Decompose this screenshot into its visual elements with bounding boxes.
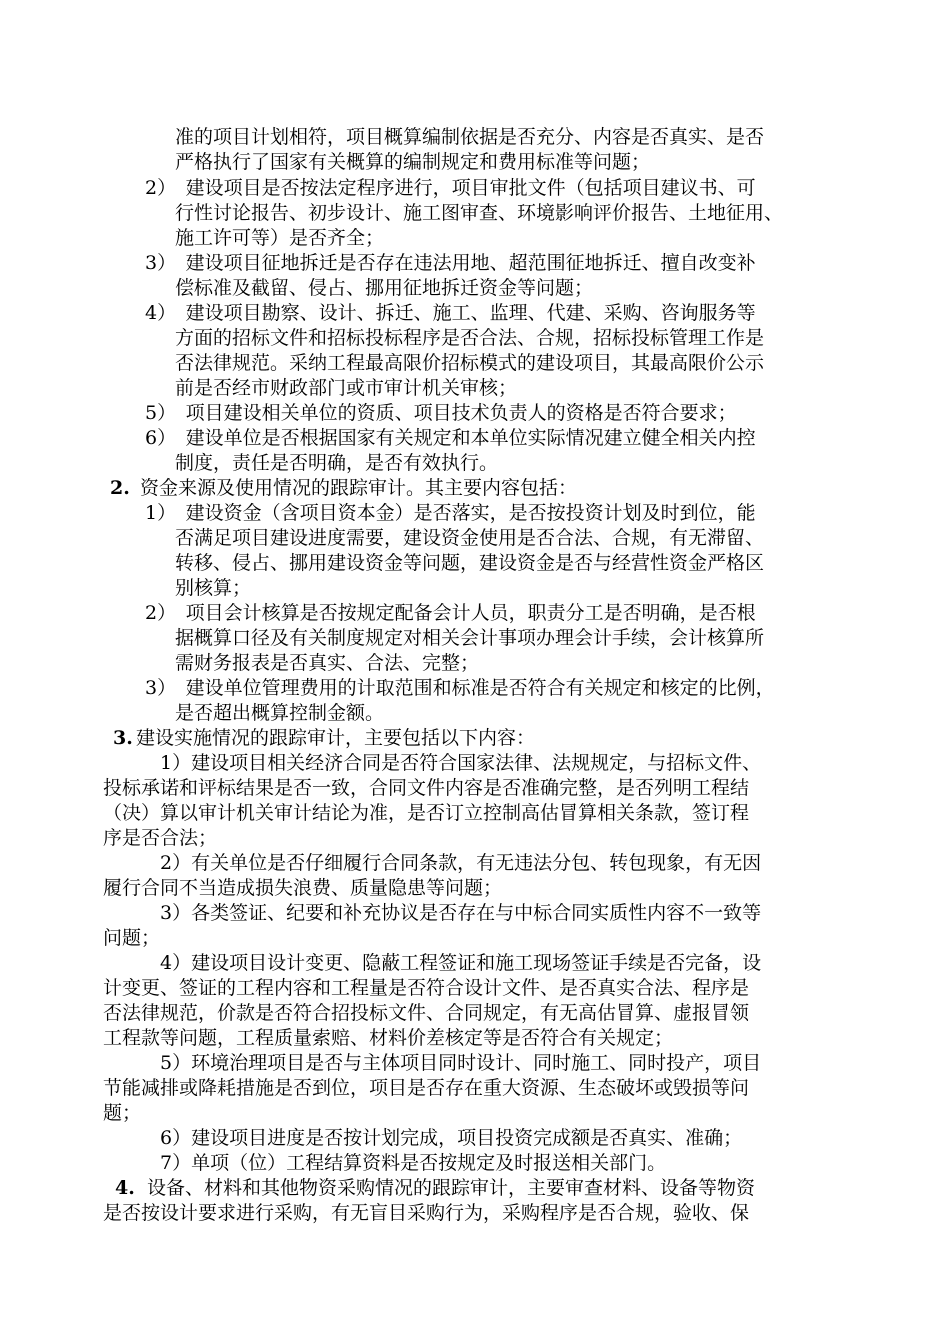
text-line: 是否按设计要求进行采购，有无盲目采购行为，采购程序是否合规，验收、保 bbox=[103, 1202, 750, 1224]
list-item: 6） 建设单位是否根据国家有关规定和本单位实际情况建立健全相关内控 bbox=[145, 427, 756, 449]
section-heading: 设备、材料和其他物资采购情况的跟踪审计，主要审查材料、设备等物资 bbox=[147, 1177, 756, 1199]
text-line: 否法律规范，价款是否符合招投标文件、合同规定，有无高估冒算、虚报冒领 bbox=[103, 1002, 750, 1024]
paragraph-line: 7）单项（位）工程结算资料是否按规定及时报送相关部门。 bbox=[160, 1152, 667, 1174]
text-line: 投标承诺和评标结果是否一致，合同文件内容是否准确完整，是否列明工程结 bbox=[103, 777, 750, 799]
list-item: 4） 建设项目勘察、设计、拆迁、施工、监理、代建、采购、咨询服务等 bbox=[145, 302, 756, 324]
list-item: 3） 建设项目征地拆迁是否存在违法用地、超范围征地拆迁、擅自改变补 bbox=[145, 252, 756, 274]
section-heading: 建设实施情况的跟踪审计，主要包括以下内容： bbox=[136, 727, 536, 749]
paragraph-line: 1）建设项目相关经济合同是否符合国家法律、法规规定，与招标文件、 bbox=[160, 752, 762, 774]
list-item: 2） 建设项目是否按法定程序进行，项目审批文件（包括项目建议书、可 bbox=[145, 177, 756, 199]
text-line: （决）算以审计机关审计结论为准，是否订立控制高估冒算相关条款，签订程 bbox=[103, 802, 750, 824]
text-line: 是否超出概算控制金额。 bbox=[175, 702, 385, 724]
text-line: 转移、侵占、挪用建设资金等问题，建设资金是否与经营性资金严格区 bbox=[175, 552, 765, 574]
text-line: 准的项目计划相符，项目概算编制依据是否充分、内容是否真实、是否 bbox=[175, 126, 765, 148]
text-line: 前是否经市财政部门或市审计机关审核； bbox=[175, 377, 518, 399]
text-line: 偿标准及截留、侵占、挪用征地拆迁资金等问题； bbox=[175, 277, 594, 299]
text-line: 节能减排或降耗措施是否到位，项目是否存在重大资源、生态破坏或毁损等问 bbox=[103, 1077, 750, 1099]
text-line: 制度，责任是否明确，是否有效执行。 bbox=[175, 452, 499, 474]
text-line: 履行合同不当造成损失浪费、质量隐患等问题； bbox=[103, 877, 503, 899]
text-line: 问题； bbox=[103, 927, 161, 949]
paragraph-line: 5）环境治理项目是否与主体项目同时设计、同时施工、同时投产，项目 bbox=[160, 1052, 762, 1074]
paragraph-line: 2）有关单位是否仔细履行合同条款，有无违法分包、转包现象，有无因 bbox=[160, 852, 762, 874]
text-line: 据概算口径及有关制度规定对相关会计事项办理会计手续，会计核算所 bbox=[175, 627, 765, 649]
section-number: 4. bbox=[115, 1177, 135, 1199]
text-line: 施工许可等）是否齐全； bbox=[175, 227, 385, 249]
text-line: 题； bbox=[103, 1102, 142, 1124]
list-item: 1） 建设资金（含项目资本金）是否落实，是否按投资计划及时到位，能 bbox=[145, 502, 756, 524]
list-item: 5） 项目建设相关单位的资质、项目技术负责人的资格是否符合要求； bbox=[145, 402, 737, 424]
section-heading: 资金来源及使用情况的跟踪审计。其主要内容包括： bbox=[140, 477, 578, 499]
paragraph-line: 4）建设项目设计变更、隐蔽工程签证和施工现场签证手续是否完备，设 bbox=[160, 952, 762, 974]
text-line: 否满足项目建设进度需要，建设资金使用是否合法、合规，有无滞留、 bbox=[175, 527, 765, 549]
text-line: 方面的招标文件和招标投标程序是否合法、合规，招标投标管理工作是 bbox=[175, 327, 765, 349]
text-line: 严格执行了国家有关概算的编制规定和费用标准等问题； bbox=[175, 151, 651, 173]
text-line: 工程款等问题，工程质量索赔、材料价差核定等是否符合有关规定； bbox=[103, 1027, 674, 1049]
section-number: 3. bbox=[113, 727, 133, 749]
text-line: 行性讨论报告、初步设计、施工图审查、环境影响评价报告、土地征用、 bbox=[175, 202, 784, 224]
text-line: 序是否合法； bbox=[103, 827, 218, 849]
list-item: 3） 建设单位管理费用的计取范围和标准是否符合有关规定和核定的比例， bbox=[145, 677, 775, 699]
text-line: 计变更、签证的工程内容和工程量是否符合设计文件、是否真实合法、程序是 bbox=[103, 977, 750, 999]
paragraph-line: 6）建设项目进度是否按计划完成，项目投资完成额是否真实、准确； bbox=[160, 1127, 743, 1149]
text-line: 否法律规范。采纳工程最高限价招标模式的建设项目，其最高限价公示 bbox=[175, 352, 765, 374]
list-item: 2） 项目会计核算是否按规定配备会计人员，职责分工是否明确，是否根 bbox=[145, 602, 756, 624]
text-line: 别核算； bbox=[175, 577, 252, 599]
section-number: 2. bbox=[110, 477, 130, 499]
paragraph-line: 3）各类签证、纪要和补充协议是否存在与中标合同实质性内容不一致等 bbox=[160, 902, 762, 924]
text-line: 需财务报表是否真实、合法、完整； bbox=[175, 652, 480, 674]
